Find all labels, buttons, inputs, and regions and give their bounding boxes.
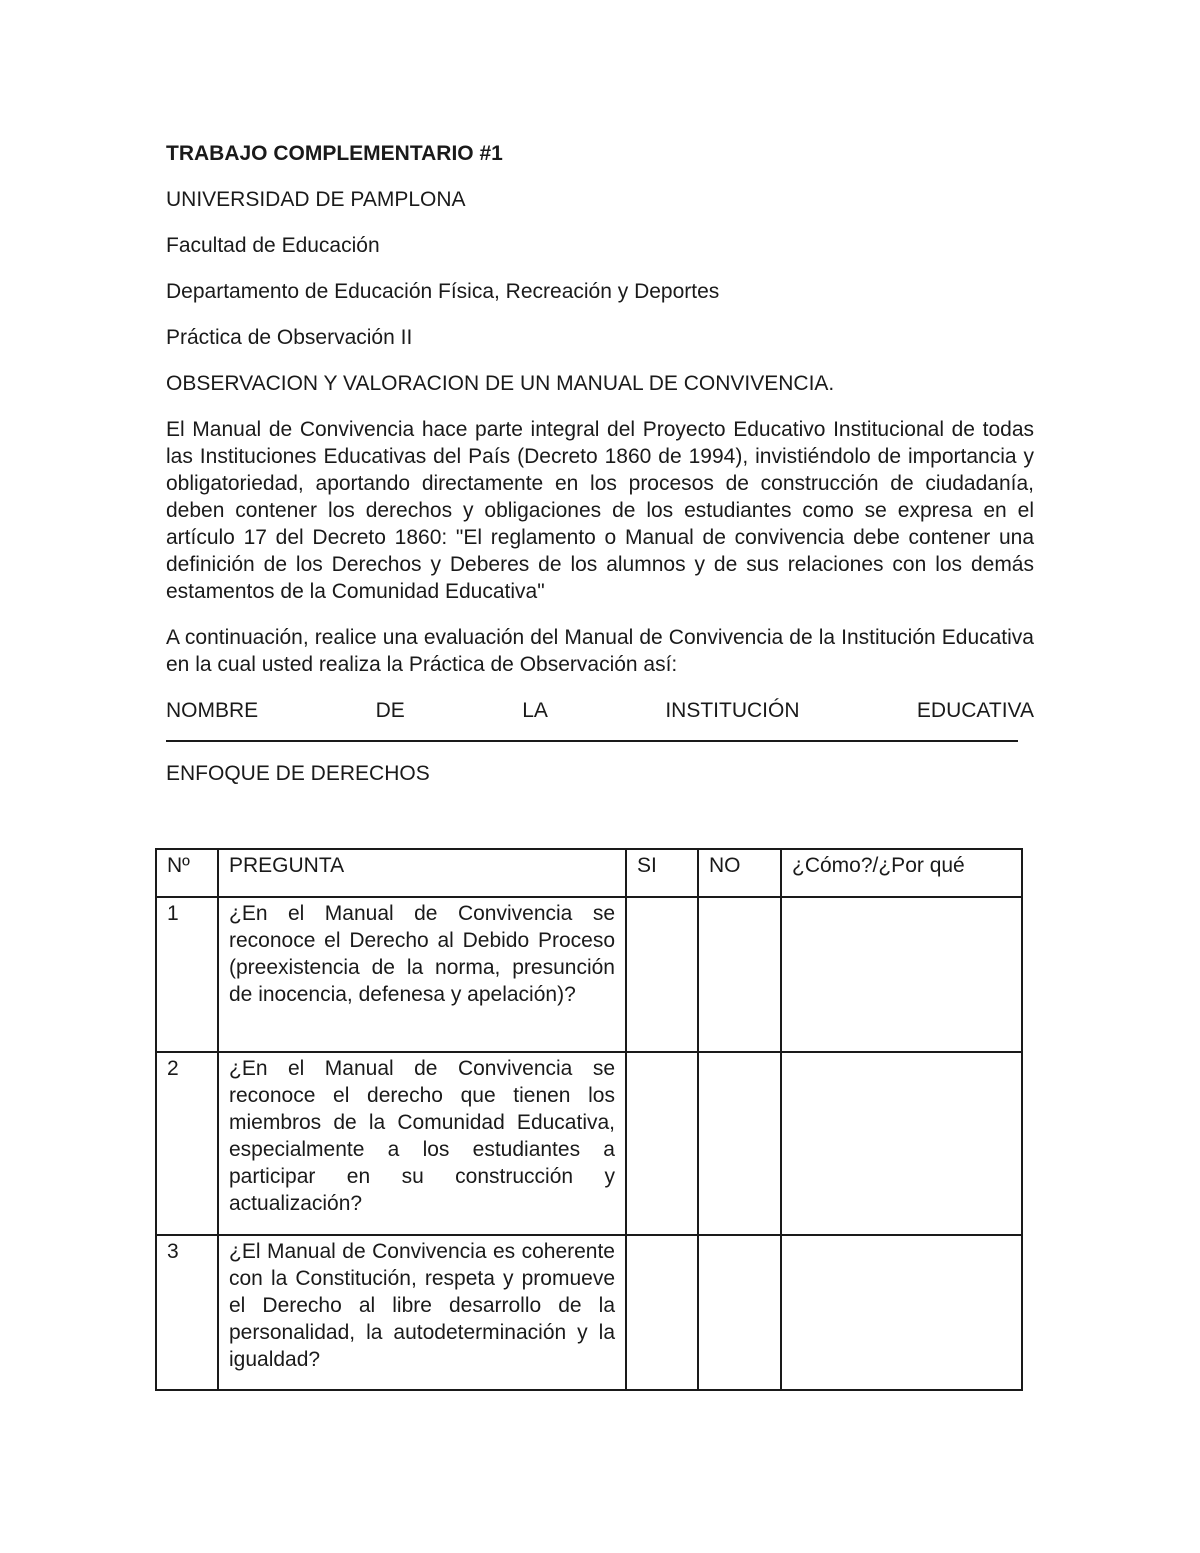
- institution-label-word: EDUCATIVA: [916, 699, 1034, 722]
- institution-label-word: NOMBRE: [166, 699, 259, 722]
- answer-no-cell[interactable]: [698, 897, 781, 1052]
- faculty-name: Facultad de Educación: [166, 234, 380, 257]
- section-title: ENFOQUE DE DERECHOS: [166, 762, 430, 785]
- row-number: 1: [156, 897, 218, 1052]
- answer-no-cell[interactable]: [698, 1052, 781, 1235]
- institution-label-word: LA: [522, 699, 548, 722]
- document-title: TRABAJO COMPLEMENTARIO #1: [166, 142, 503, 165]
- header-no: NO: [698, 849, 781, 897]
- evaluation-table: [155, 848, 1023, 1391]
- row-number: 2: [156, 1052, 218, 1235]
- institution-name-label: [166, 697, 1034, 724]
- answer-how-why-cell[interactable]: [781, 1235, 1022, 1390]
- header-yes: SI: [626, 849, 698, 897]
- header-how-why: ¿Cómo?/¿Por qué: [781, 849, 1022, 897]
- row-question: ¿En el Manual de Convivencia se reconoce el Derecho al Debido Proceso (preexistencia de la norma, presunción de inocencia, defenesa y apelación)?: [218, 897, 626, 1052]
- header-number: Nº: [156, 849, 218, 897]
- answer-no-cell[interactable]: [698, 1235, 781, 1390]
- table-row: [156, 1235, 1022, 1390]
- table-row: [156, 897, 1022, 1052]
- row-question: ¿El Manual de Convivencia es coherente con la Constitución, respeta y promueve el Derecho al libre desarrollo de la personalidad, la autodeterminación y la igualdad?: [218, 1235, 626, 1390]
- department-name: Departamento de Educación Física, Recreación y Deportes: [166, 280, 720, 303]
- answer-yes-cell[interactable]: [626, 1235, 698, 1390]
- answer-how-why-cell[interactable]: [781, 1052, 1022, 1235]
- answer-how-why-cell[interactable]: [781, 897, 1022, 1052]
- institution-label-word: DE: [375, 699, 405, 722]
- institution-label-word: INSTITUCIÓN: [665, 699, 800, 722]
- answer-yes-cell[interactable]: [626, 897, 698, 1052]
- row-question: ¿En el Manual de Convivencia se reconoce el derecho que tienen los miembros de la Comunidad Educativa, especialmente a los estudiantes a participar en su construcción y actualización?: [218, 1052, 626, 1235]
- university-name: UNIVERSIDAD DE PAMPLONA: [166, 188, 466, 211]
- course-name: Práctica de Observación II: [166, 326, 413, 349]
- document-body: [166, 140, 1034, 797]
- intro-paragraph: El Manual de Convivencia hace parte integral del Proyecto Educativo Institucional de todas las Instituciones Educativas del País (Decreto 1860 de 1994), invistiéndolo de importancia y obligatoriedad, aportando directamente en los procesos de construcción de ciudadanía, deben contener los derechos y obligaciones de los estudiantes como se expresa en el artículo 17 del Decreto 1860: "El reglamento o Manual de convivencia debe contener una definición de los Derechos y Deberes de los alumnos y de sus relaciones con los demás estamentos de la Comunidad Educativa": [166, 418, 1034, 603]
- answer-yes-cell[interactable]: [626, 1052, 698, 1235]
- instruction-paragraph: A continuación, realice una evaluación del Manual de Convivencia de la Institución Educativa en la cual usted realiza la Práctica de Observación así:: [166, 626, 1034, 676]
- row-number: 3: [156, 1235, 218, 1390]
- institution-name-blank-line[interactable]: [166, 726, 1018, 742]
- document-subtitle: OBSERVACION Y VALORACION DE UN MANUAL DE CONVIVENCIA.: [166, 372, 835, 395]
- table-row: [156, 1052, 1022, 1235]
- header-question: PREGUNTA: [218, 849, 626, 897]
- table-header-row: [156, 849, 1022, 897]
